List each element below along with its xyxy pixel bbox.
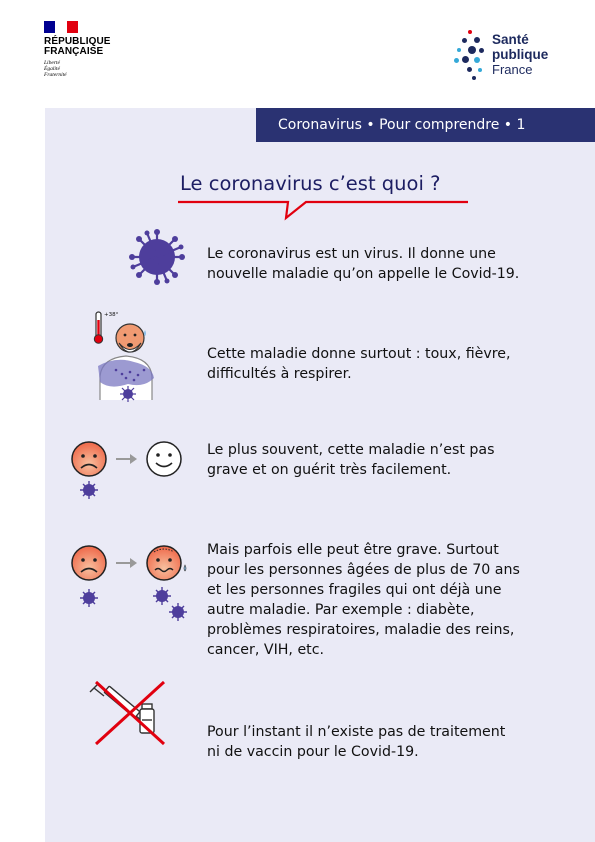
- item-mild-text: [207, 440, 495, 480]
- rf-motto: [44, 60, 111, 78]
- spf-line2: publique: [492, 47, 549, 62]
- rf-name: [44, 37, 111, 57]
- no-treatment-icon: [88, 678, 172, 748]
- item-line: nouvelle maladie qu’on appelle le Covid-19.: [207, 266, 520, 282]
- republique-francaise-logo: [44, 21, 111, 78]
- item-virus-text: [207, 244, 519, 284]
- sad-to-happy-icon: [66, 438, 190, 502]
- item-line: difficultés à respirer.: [207, 366, 352, 382]
- speech-bubble-underline: [178, 198, 470, 222]
- sad-to-sick-icon: [66, 542, 196, 624]
- item-line: Pour l’instant il n’existe pas de traitement: [207, 724, 506, 740]
- rf-name-line1: RÉPUBLIQUE: [44, 36, 111, 47]
- sick-person-icon: [86, 308, 166, 404]
- motto-fraternite: Fraternité: [44, 72, 67, 78]
- item-line: Le plus souvent, cette maladie n’est pas: [207, 442, 495, 458]
- item-line: cancer, VIH, etc.: [207, 642, 325, 658]
- item-symptoms-text: [207, 344, 511, 384]
- page-title: Le coronavirus c’est quoi ?: [180, 172, 441, 195]
- spf-name: [492, 32, 548, 86]
- virus-icon: [128, 228, 186, 286]
- item-line: Mais parfois elle peut être grave. Surtout: [207, 542, 499, 558]
- item-line: Cette maladie donne surtout : toux, fièvre,: [207, 346, 511, 362]
- item-line: grave et on guérit très facilement.: [207, 462, 452, 478]
- item-severe-text: [207, 540, 520, 660]
- section-banner: Coronavirus • Pour comprendre • 1: [256, 108, 595, 142]
- item-line: Le coronavirus est un virus. Il donne une: [207, 246, 496, 262]
- french-flag-icon: [44, 21, 78, 33]
- item-line: et les personnes fragiles qui ont déjà une: [207, 582, 502, 598]
- item-line: problèmes respiratoires, maladie des reins,: [207, 622, 515, 638]
- item-line: ni de vaccin pour le Covid-19.: [207, 744, 419, 760]
- spf-line3: France: [492, 62, 533, 77]
- motto-liberte: Liberté: [44, 60, 60, 66]
- thermometer-label: +38°: [104, 312, 119, 318]
- item-line: pour les personnes âgées de plus de 70 ans: [207, 562, 520, 578]
- sante-publique-france-logo: [454, 30, 548, 86]
- motto-egalite: Égalité: [44, 66, 60, 72]
- rf-name-line2: FRANÇAISE: [44, 46, 104, 57]
- item-line: autre maladie. Par exemple : diabète,: [207, 602, 475, 618]
- spf-line1: Santé: [492, 32, 529, 47]
- item-treatment-text: [207, 722, 505, 762]
- spf-dots-icon: [454, 30, 486, 86]
